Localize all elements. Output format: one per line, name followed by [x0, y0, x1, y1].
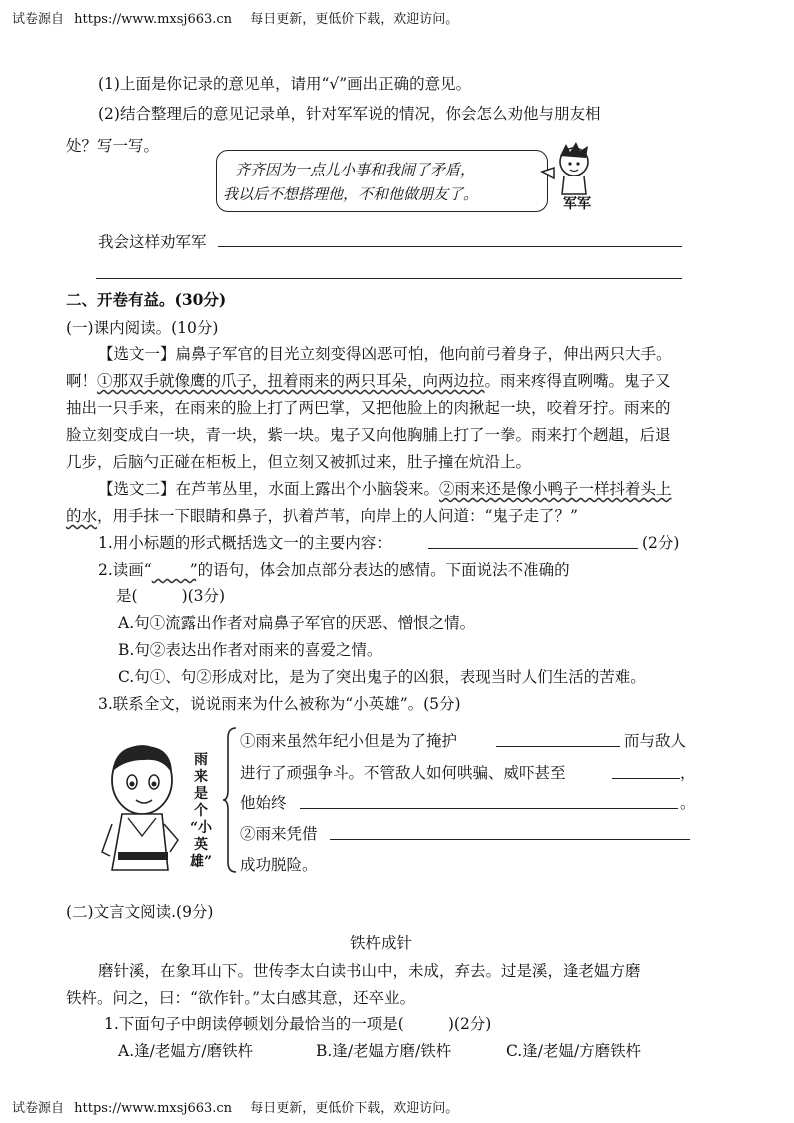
header-slogan: 每日更新，更低价下载，欢迎访问。 — [250, 12, 459, 27]
q3-blank-1[interactable] — [496, 746, 620, 747]
q3-answer-4: ②雨来凭借 — [240, 825, 318, 843]
question-2-line1: (2)结合整理后的意见记录单，针对军军说的情况，你会怎么劝他与朋友相 — [98, 105, 601, 123]
classical-line-2: 铁杵。问之，曰：“欲作针。”太白感其意，还卒业。 — [66, 989, 416, 1007]
footer-slogan: 每日更新，更低价下载，欢迎访问。 — [250, 1101, 459, 1116]
reading-q2-option-c: C.句①、句②形成对比，是为了突出鬼子的凶狠，表现当时人们生活的苦难。 — [118, 668, 646, 686]
marked-sentence-1: ①那双手就像鹰的爪子，扭着雨来的两只耳朵，向两边拉 — [97, 372, 485, 390]
reading-q2: 2.读画“​ ”的语句，体会加点部分表达的感情。下面说法不准确的 — [98, 561, 570, 579]
reading-q2-option-b: B.句②表达出作者对雨来的喜爱之情。 — [118, 641, 383, 659]
left-brace-icon — [222, 726, 238, 874]
classical-title: 铁杵成针 — [350, 934, 413, 952]
classical-line-1: 磨针溪，在象耳山下。世传李太白读书山中，未成，弃去。过是溪，逢老媪方磨 — [98, 962, 641, 980]
bubble-line-2: 我以后不想搭理他，不和他做朋友了。 — [223, 185, 479, 203]
reading-q2-line2: 是( )(3分) — [116, 587, 226, 605]
reading-q1-answer-line[interactable] — [428, 548, 638, 549]
yulai-boy-cartoon-icon — [98, 740, 190, 880]
xiaoyingxiong-label: 雨 来 是 个 “小 英 雄” — [189, 752, 213, 870]
answer-line-1[interactable] — [218, 246, 682, 247]
header-source: 试卷源自 — [12, 12, 65, 27]
reading-q1: 1.用小标题的形式概括选文一的主要内容： — [98, 534, 392, 552]
reading-q3: 3.联系全文，说说雨来为什么被称为“小英雄”。(5分) — [98, 695, 461, 713]
header-url[interactable]: https://www.mxsj663.cn — [74, 12, 233, 27]
question-2-line2: 处？写一写。 — [66, 137, 160, 155]
marked-sentence-2: ②雨来还是像小鸭子一样抖着头上 — [439, 480, 672, 498]
part-1-title: (一)课内阅读。(10分) — [66, 319, 219, 337]
section-2-title: 二、开卷有益。(30分) — [66, 290, 227, 309]
q3-answer-1: ①雨来虽然年纪小但是为了掩护 — [240, 732, 458, 750]
q3-answer-3: 他始终 — [240, 794, 287, 812]
passage-2-tag: 【选文二】 — [98, 480, 176, 498]
passage-2-line-2: 的水，用手抹一下眼睛和鼻子，扒着芦苇，向岸上的人问道：“鬼子走了？” — [66, 507, 578, 525]
page-footer — [12, 1097, 458, 1116]
q3-blank-2[interactable] — [612, 778, 680, 779]
q3-blank-4[interactable] — [330, 839, 690, 840]
q3-answer-5: 成功脱险。 — [240, 856, 318, 874]
passage-1-line-4: 脸立刻变成白一块，青一块，紫一块。鬼子又向他胸脯上打了一拳。雨来打个趔趄，后退 — [66, 426, 671, 444]
q3-answer-2: 进行了顽强争斗。不管敌人如何哄骗、威吓甚至 — [240, 764, 566, 782]
part-2-title: (二)文言文阅读.(9分) — [66, 903, 214, 921]
footer-source: 试卷源自 — [12, 1101, 65, 1116]
speaker-name: 军军 — [563, 196, 591, 212]
classical-q1-option-b: B.逢/老媪方磨/铁杵 — [316, 1042, 452, 1060]
answer-line-2[interactable] — [96, 278, 682, 279]
reading-q2-option-a: A.句①流露出作者对扁鼻子军官的厌恶、憎恨之情。 — [118, 614, 476, 632]
classical-q1-option-a: A.逢/老媪方/磨铁杵 — [118, 1042, 254, 1060]
passage-2-line-1: 【选文二】在芦苇丛里，水面上露出个小脑袋来。②雨来还是像小鸭子一样抖着头上 — [98, 480, 672, 498]
passage-1-line-2: 啊！①那双手就像鹰的爪子，扭着雨来的两只耳朵，向两边拉。雨来疼得直咧嘴。鬼子又 — [66, 372, 671, 390]
passage-1-line-3: 抽出一只手来，在雨来的脸上打了两巴掌，又把他脸上的肉揪起一块，咬着牙拧。雨来的 — [66, 399, 671, 417]
page-header — [12, 8, 458, 27]
passage-1-line-1: 【选文一】扁鼻子军官的目光立刻变得凶恶可怕，他向前弓着身子，伸出两只大手。 — [98, 345, 672, 363]
reading-q1-score: (2分) — [642, 534, 680, 552]
answer-prompt: 我会这样劝军军 — [98, 233, 207, 251]
wavy-line-sample: ​ — [151, 561, 197, 579]
classical-q1-option-c: C.逢/老媪/方磨铁杵 — [506, 1042, 642, 1060]
passage-1-line-5: 几步，后脑勺正碰在柜板上，但立刻又被抓过来，肚子撞在炕沿上。 — [66, 453, 532, 471]
bubble-line-1: 齐齐因为一点儿小事和我闹了矛盾， — [235, 161, 476, 179]
question-1: (1)上面是你记录的意见单，请用“√”画出正确的意见。 — [98, 75, 472, 93]
speech-bubble — [216, 150, 548, 212]
classical-q1: 1.下面句子中朗读停顿划分最恰当的一项是( )(2分) — [104, 1015, 492, 1033]
q3-blank-3[interactable] — [300, 808, 678, 809]
footer-url[interactable]: https://www.mxsj663.cn — [74, 1101, 233, 1116]
passage-1-tag: 【选文一】 — [98, 345, 176, 363]
